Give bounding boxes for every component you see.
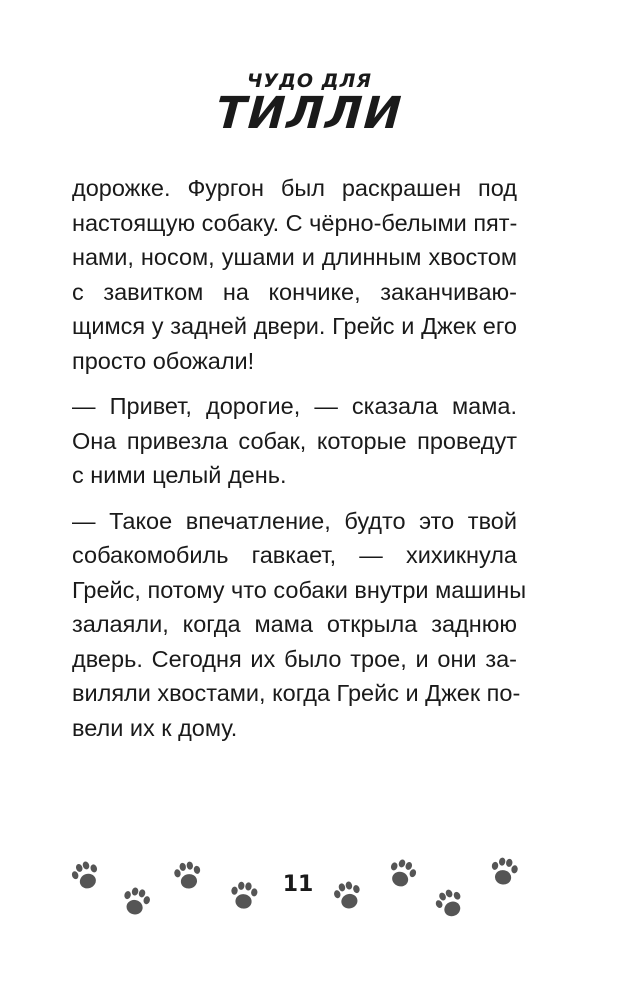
paw-print-icon — [384, 856, 420, 892]
paragraph — [72, 504, 527, 746]
paragraph — [72, 389, 517, 493]
text-line: Грейс, потому что собаки внутри машины — [72, 576, 527, 603]
paw-print-icon — [486, 854, 522, 890]
text-line: вели их к дому. — [72, 714, 238, 741]
text-line: Она привезла собак, которые проведут — [72, 427, 517, 454]
text-line: просто обожали! — [72, 347, 255, 374]
page-number: 11 — [282, 872, 314, 897]
paw-print-icon — [330, 878, 366, 914]
text-line: собакомобиль гавкает, — хихикнула — [72, 542, 517, 568]
text-line: щимся у задней двери. Грейс и Джек его — [72, 313, 517, 339]
text-line: дверь. Сегодня их было трое, и они за- — [72, 645, 517, 672]
paw-print-icon — [432, 886, 468, 922]
page-header — [0, 0, 619, 150]
page-footer — [0, 850, 619, 940]
paw-print-icon — [170, 858, 206, 894]
text-line: нами, носом, ушами и длинным хвостом — [72, 244, 517, 270]
series-title-small: ЧУДО ДЛЯ — [246, 70, 373, 92]
text-line: с ними целый день. — [72, 462, 287, 488]
text-line: дорожке. Фургон был раскрашен под — [72, 175, 517, 201]
paw-print-icon — [68, 858, 104, 894]
text-line: настоящую собаку. С чёрно-белыми пят- — [72, 209, 518, 236]
text-line: с завитком на кончике, заканчиваю- — [72, 278, 517, 305]
text-line: виляли хвостами, когда Грейс и Джек по- — [72, 680, 521, 706]
paw-print-icon — [226, 878, 262, 914]
paragraph — [72, 171, 517, 378]
text-line: залаяли, когда мама открыла заднюю — [72, 611, 517, 637]
text-line: — Такое впечатление, будто это твой — [72, 507, 517, 534]
page-body-text — [72, 171, 527, 745]
paw-print-icon — [118, 884, 154, 920]
text-line: — Привет, дорогие, — сказала мама. — [72, 393, 517, 419]
series-logo-big: ТИЛЛИ — [214, 88, 405, 139]
